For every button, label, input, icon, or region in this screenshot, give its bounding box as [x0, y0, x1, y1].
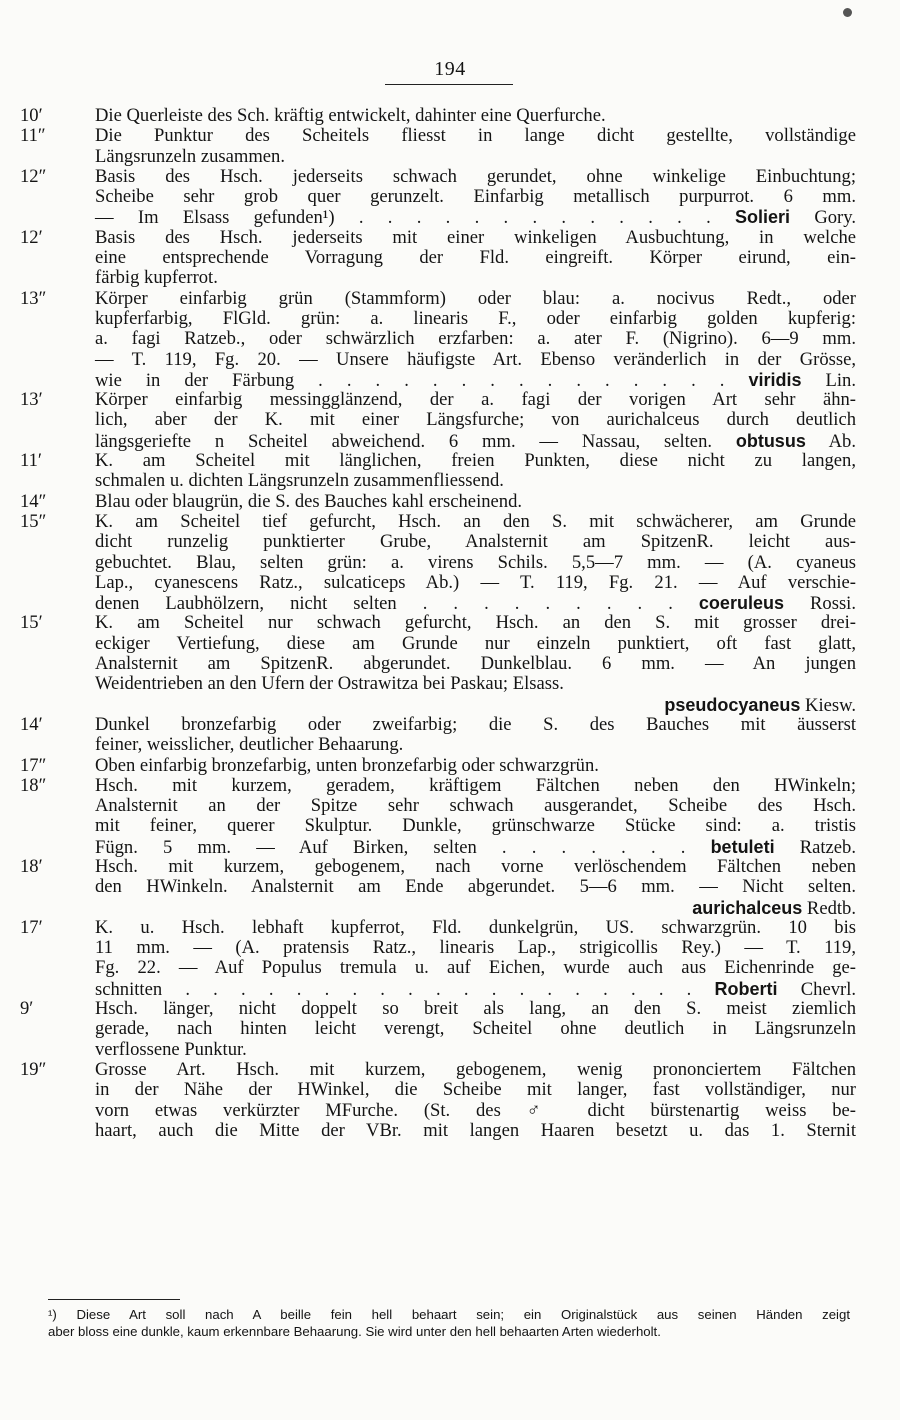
text-line: feiner, weisslicher, deutlicher Behaarung.	[95, 734, 404, 756]
couplet-label: 11″	[20, 125, 46, 147]
text-line: Die Querleiste des Sch. kräftig entwickelt, dahinter eine Querfurche.	[95, 105, 606, 126]
species-line-prefix: wie in der Färbung . . . . . . . . . . . . . . .	[95, 369, 749, 391]
ink-spot	[843, 8, 852, 17]
text-line: Weidentrieben an den Ufern der Ostrawitza bei Paskau; Elsass.	[95, 673, 564, 695]
text-line: vorn etwas verkürzter MFurche. (St. des ♂ dicht bürstenartig weiss be-	[95, 1099, 856, 1121]
text-line: haart, auch die Mitte der VBr. mit langen Haaren besetzt u. das 1. Sternit	[95, 1119, 856, 1141]
text-line: Hsch. mit kurzem, geradem, kräftigem Fältchen neben den HWinkeln;	[95, 774, 856, 796]
text-line: dicht runzelig punktierter Grube, Analsternit am SpitzenR. leicht aus-	[95, 531, 856, 553]
text-line: Scheibe sehr grob quer gerunzelt. Einfarbig metallisch purpurrot. 6 mm.	[95, 186, 856, 208]
text-line: gebuchtet. Blau, selten grün: a. virens Schils. 5,5—7 mm. — (A. cyaneus	[95, 551, 856, 573]
text-line: lich, aber der K. mit einer Längsfurche; von aurichalceus durch deutlich	[95, 409, 856, 431]
couplet-label: 13′	[20, 389, 43, 411]
text-line: den HWinkeln. Analsternit am Ende abgerundet. 5—6 mm. — Nicht selten.	[95, 876, 856, 898]
text-line: schmalen u. dichten Längsrunzeln zusammenfliessend.	[95, 470, 504, 492]
species-author: Ab.	[805, 430, 856, 452]
text-line: mit feiner, querer Skulptur. Dunkle, grünschwarze Stücke sind: a. tristis	[95, 815, 856, 837]
species-line	[95, 431, 856, 451]
couplet-label: 12″	[20, 165, 47, 187]
species-name: obtusus	[735, 430, 806, 451]
text-line: K. am Scheitel tief gefurcht, Hsch. an den S. mit schwächerer, am Grunde	[95, 510, 856, 532]
key-entry	[20, 715, 856, 756]
species-author: Ratzeb.	[774, 836, 857, 858]
text-line: kupferfarbig, FlGld. grün: a. linearis F., oder einfarbig golden kupferig:	[95, 307, 856, 329]
key-entry	[20, 126, 856, 167]
text-line: Oben einfarbig bronzefarbig, unten bronzefarbig oder schwarzgrün.	[95, 754, 599, 776]
couplet-label: 13″	[20, 287, 47, 309]
couplet-label: 18″	[20, 774, 47, 796]
species-author: Chevrl.	[777, 978, 857, 1000]
key-entry	[20, 756, 856, 776]
key-entry	[20, 289, 856, 390]
text-line: Fg. 22. — Auf Populus tremula u. auf Eichen, wurde auch aus Eichenrinde ge-	[95, 957, 856, 979]
key-entry	[20, 512, 856, 613]
text-line: K. am Scheitel nur schwach gefurcht, Hsch. an den S. mit grosser drei-	[95, 612, 856, 634]
text-line: — T. 119, Fg. 20. — Unsere häufigste Art. Ebenso veränderlich in der Grösse,	[95, 348, 856, 370]
couplet-label: 9′	[20, 998, 34, 1020]
couplet-label: 14″	[20, 490, 47, 512]
text-line: Blau oder blaugrün, die S. des Bauches kahl erscheinend.	[95, 490, 523, 512]
text-line: eine entsprechende Vorragung der Fld. eingreift. Körper eirund, ein-	[95, 247, 856, 269]
text-line: Grosse Art. Hsch. mit kurzem, gebogenem, wenig prononciertem Fältchen	[95, 1058, 856, 1080]
couplet-label: 18′	[20, 855, 43, 877]
species-name: viridis	[748, 369, 802, 390]
text-line: Dunkel bronzefarbig oder zweifarbig; die S. des Bauches mit äusserst	[95, 713, 856, 735]
footnote-rule	[48, 1299, 180, 1300]
couplet-label: 14′	[20, 713, 43, 735]
species-line	[95, 979, 856, 999]
species-author: Rossi.	[783, 593, 856, 615]
text-line: 11 mm. — (A. pratensis Ratz., linearis Lap., strigicollis Rey.) — T. 119,	[95, 937, 856, 959]
page-number: 194	[434, 58, 466, 80]
text-line: Die Punktur des Scheitels fliesst in lange dicht gestellte, vollständige	[95, 125, 856, 147]
text-line: Hsch. länger, nicht doppelt so breit als lang, an den S. meist ziemlich	[95, 998, 856, 1020]
text-line: K. u. Hsch. lebhaft kupferrot, Fld. dunkelgrün, US. schwarzgrün. 10 bis	[95, 916, 856, 938]
key-entry	[20, 857, 856, 918]
species-line	[95, 593, 856, 613]
text-line: Körper einfarbig grün (Stammform) oder blau: a. nocivus Redt., oder	[95, 287, 856, 309]
couplet-label: 19″	[20, 1058, 47, 1080]
species-line-prefix: denen Laubhölzern, nicht selten . . . . . . . . .	[95, 593, 699, 615]
species-name: aurichalceus	[692, 897, 803, 918]
species-author: Lin.	[801, 369, 856, 391]
couplet-label: 15′	[20, 612, 43, 634]
text-line: Körper einfarbig messingglänzend, der a. fagi der vorigen Art sehr ähn-	[95, 389, 856, 411]
species-name: Roberti	[714, 978, 778, 999]
species-line-prefix: Fügn. 5 mm. — Auf Birken, selten . . . . . . .	[95, 836, 711, 858]
text-line: Analsternit am SpitzenR. abgerundet. Dunkelblau. 6 mm. — An jungen	[95, 653, 856, 675]
species-line	[95, 898, 856, 918]
species-line-prefix: — Im Elsass gefunden¹) . . . . . . . . . . . . .	[95, 207, 736, 229]
key-entry	[20, 390, 856, 451]
text-line: Basis des Hsch. jederseits schwach gerundet, ohne winkelige Einbuchtung;	[95, 165, 856, 187]
species-name: betuleti	[710, 836, 775, 857]
species-author: Redtb.	[802, 897, 856, 919]
species-line-prefix: längsgeriefte n Scheitel abweichend. 6 mm. — Nassau, selten.	[95, 430, 736, 452]
footnote	[48, 1306, 850, 1340]
key-entry	[20, 451, 856, 492]
text-line: färbig kupferrot.	[95, 267, 218, 289]
key-entry	[20, 1060, 856, 1141]
text-line: in der Nähe der HWinkel, die Scheibe mit langer, fast vollständiger, nur	[95, 1079, 856, 1101]
text-line: Lap., cyanescens Ratz., sulcaticeps Ab.) — T. 119, Fg. 21. — Auf verschie-	[95, 571, 856, 593]
couplet-label: 15″	[20, 510, 47, 532]
key-entry	[20, 918, 856, 999]
species-line	[95, 370, 856, 390]
species-name: pseudocyaneus	[664, 694, 801, 715]
footnote-line: ¹) Diese Art soll nach A beille fein hell behaart sein; ein Originalstück aus seinen Händen zeigt	[48, 1307, 850, 1322]
couplet-label: 17″	[20, 754, 47, 776]
species-name: coeruleus	[698, 593, 784, 614]
text-line: Analsternit an der Spitze sehr schwach ausgerandet, Scheibe des Hsch.	[95, 795, 856, 817]
text-line: eckiger Vertiefung, diese am Grunde nur einzeln punktiert, oft fast glatt,	[95, 632, 856, 654]
couplet-label: 17′	[20, 916, 43, 938]
key-entry	[20, 228, 856, 289]
header-rule	[385, 84, 513, 85]
species-author: Gory.	[790, 207, 856, 229]
couplet-label: 11′	[20, 450, 42, 472]
text-line: gerade, nach hinten leicht verengt, Scheitel ohne deutlich in Längsrunzeln	[95, 1018, 856, 1040]
species-line	[95, 837, 856, 857]
species-name: Solieri	[735, 207, 791, 228]
key-entry	[20, 167, 856, 228]
footnote-line: aber bloss eine dunkle, kaum erkennbare Behaarung. Sie wird unter den hell behaarten Arten wiederholt.	[48, 1324, 661, 1339]
text-line: Längsrunzeln zusammen.	[95, 145, 286, 167]
key-entry	[20, 613, 856, 714]
text-line: Basis des Hsch. jederseits mit einer winkeligen Ausbuchtung, in welche	[95, 226, 856, 248]
key-entry	[20, 492, 856, 512]
text-line: a. fagi Ratzeb., oder schwärzlich erzfarben: a. ater F. (Nigrino). 6—9 mm.	[95, 328, 856, 350]
key-entry	[20, 999, 856, 1060]
text-line: verflossene Punktur.	[95, 1038, 247, 1060]
species-line-prefix: schnitten . . . . . . . . . . . . . . . . . . .	[95, 978, 715, 1000]
key-entry	[20, 106, 856, 126]
couplet-label: 10′	[20, 105, 43, 126]
species-line	[95, 207, 856, 227]
text-line: Hsch. mit kurzem, gebogenem, nach vorne verlöschendem Fältchen neben	[95, 855, 856, 877]
species-author: Kiesw.	[800, 694, 856, 716]
key-entry	[20, 776, 856, 857]
couplet-label: 12′	[20, 226, 43, 248]
text-line: K. am Scheitel mit länglichen, freien Punkten, diese nicht zu langen,	[95, 450, 856, 472]
species-line	[95, 695, 856, 715]
key-text	[20, 106, 856, 1141]
